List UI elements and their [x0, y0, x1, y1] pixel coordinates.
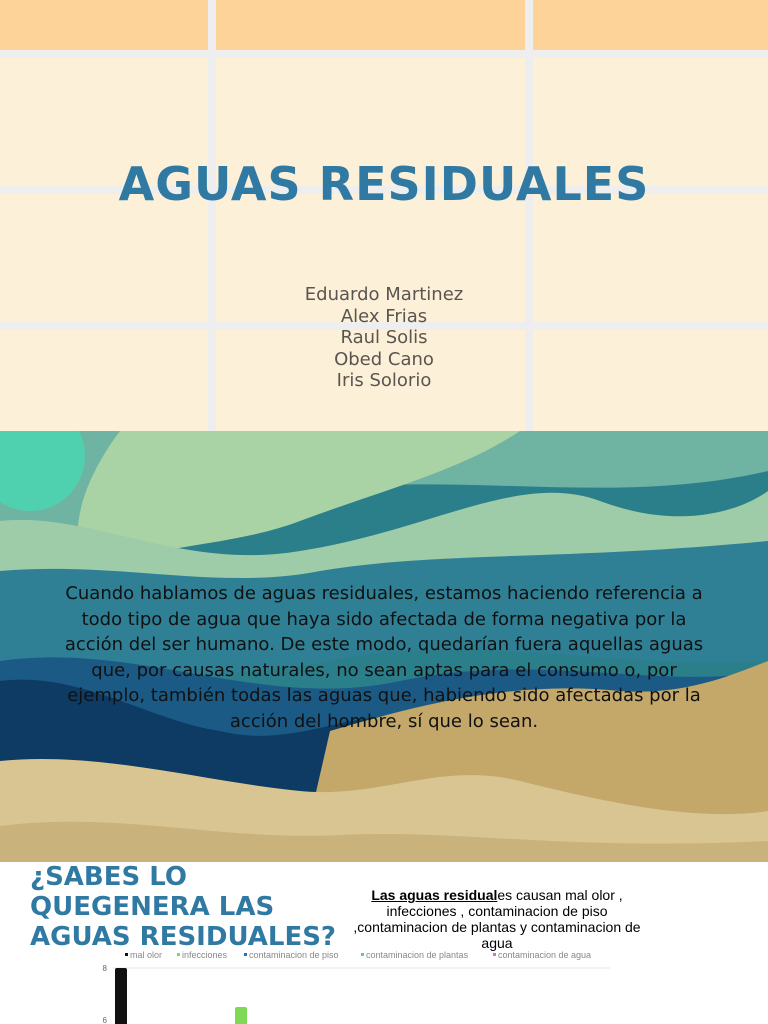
legend-label: contaminacion de agua — [498, 950, 592, 960]
title-slide — [0, 0, 768, 431]
top-band-center — [216, 0, 525, 50]
legend-label: mal olor — [130, 950, 163, 960]
effects-text-underlined: Las aguas residual — [371, 887, 498, 903]
legend-label: contaminacion de plantas — [366, 950, 469, 960]
y-tick-label: 8 — [102, 964, 107, 973]
effects-bar-chart — [95, 950, 615, 1024]
definition-paragraph: Cuando hablamos de aguas residuales, estamos haciendo referencia a todo tipo de agua que haya sido afectada de forma negativa por la acción del ser humano. De este modo, quedarían fuera aquellas aguas que, por causas naturales, no sean aptas para el consumo o, por ejemplo, también todas las aguas que, habiendo sido afectadas por la acción del hombre, sí que lo sean. — [64, 583, 704, 732]
legend-swatch — [125, 953, 128, 956]
top-band-left — [0, 0, 208, 50]
legend-swatch — [177, 953, 180, 956]
bar-mal-olor — [115, 968, 127, 1024]
legend-swatch — [361, 953, 364, 956]
author-name: Iris Solorio — [336, 370, 432, 391]
legend-label: infecciones — [182, 950, 228, 960]
top-band-right — [533, 0, 768, 50]
definition-slide — [0, 431, 768, 862]
legend-swatch — [244, 953, 247, 956]
y-tick-label: 6 — [102, 1016, 107, 1024]
presentation-title: AGUAS RESIDUALES — [118, 157, 650, 211]
effects-slide — [0, 862, 768, 1024]
author-list — [0, 284, 768, 392]
grid-line — [0, 50, 768, 58]
effects-text-rest: es causan mal olor , infecciones , contaminacion de piso ,contaminacion de plantas y contaminacion de agua — [353, 887, 641, 951]
author-name: Raul Solis — [340, 327, 428, 348]
question-heading: ¿SABES LO QUEGENERA LAS AGUAS RESIDUALES? — [30, 862, 337, 952]
legend-swatch — [493, 953, 496, 956]
effects-text — [352, 887, 642, 951]
author-name: Obed Cano — [334, 348, 434, 370]
author-name: Alex Frias — [340, 305, 428, 327]
author-name: Eduardo Martinez — [304, 284, 464, 305]
legend-label: contaminacion de piso — [249, 950, 339, 960]
bar-infecciones — [235, 1007, 247, 1024]
